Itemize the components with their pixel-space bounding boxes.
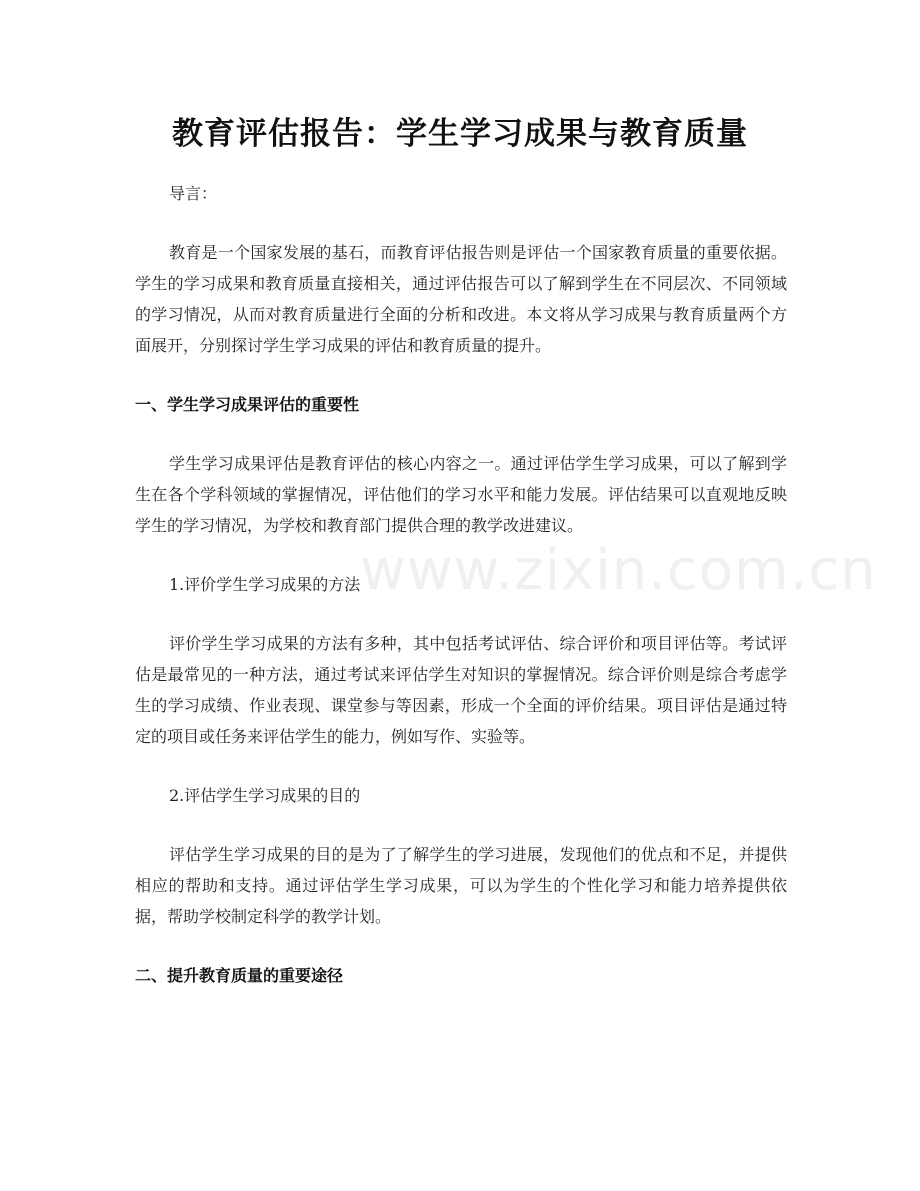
- section-1-paragraph: 学生学习成果评估是教育评估的核心内容之一。通过评估学生学习成果，可以了解到学生在各个学科领域的掌握情况，评估他们的学习水平和能力发展。评估结果可以直观地反映学生的学习情况，为学校和教育部门提供合理的教学改进建议。: [135, 454, 787, 535]
- document-body: [135, 178, 787, 991]
- intro-label: 导言：: [169, 184, 218, 203]
- subsection-1-paragraph: 评价学生学习成果的方法有多种，其中包括考试评估、综合评价和项目评估等。考试评估是最常见的一种方法，通过考试来评估学生对知识的掌握情况。综合评价则是综合考虑学生的学习成绩、作业表现、课堂参与等因素，形成一个全面的评价结果。项目评估是通过特定的项目或任务来评估学生的能力，例如写作、实验等。: [135, 634, 787, 746]
- intro-paragraph: 教育是一个国家发展的基石，而教育评估报告则是评估一个国家教育质量的重要依据。学生的学习成果和教育质量直接相关，通过评估报告可以了解到学生在不同层次、不同领域的学习情况，从而对教育质量进行全面的分析和改进。本文将从学习成果与教育质量两个方面展开，分别探讨学生学习成果的评估和教育质量的提升。: [135, 243, 787, 355]
- section-1-heading: 一、学生学习成果评估的重要性: [135, 395, 360, 414]
- subsection-2-paragraph: 评估学生学习成果的目的是为了了解学生的学习进展，发现他们的优点和不足，并提供相应的帮助和支持。通过评估学生学习成果，可以为学生的个性化学习和能力培养提供依据，帮助学校制定科学的教学计划。: [135, 845, 787, 926]
- watermark: www.zixin.com.cn: [360, 538, 877, 603]
- subsection-1-title: 1.评价学生学习成果的方法: [169, 575, 361, 594]
- document-title: 教育评估报告：学生学习成果与教育质量: [172, 116, 748, 152]
- subsection-2-title: 2.评估学生学习成果的目的: [169, 786, 361, 805]
- section-2-heading: 二、提升教育质量的重要途径: [135, 966, 344, 985]
